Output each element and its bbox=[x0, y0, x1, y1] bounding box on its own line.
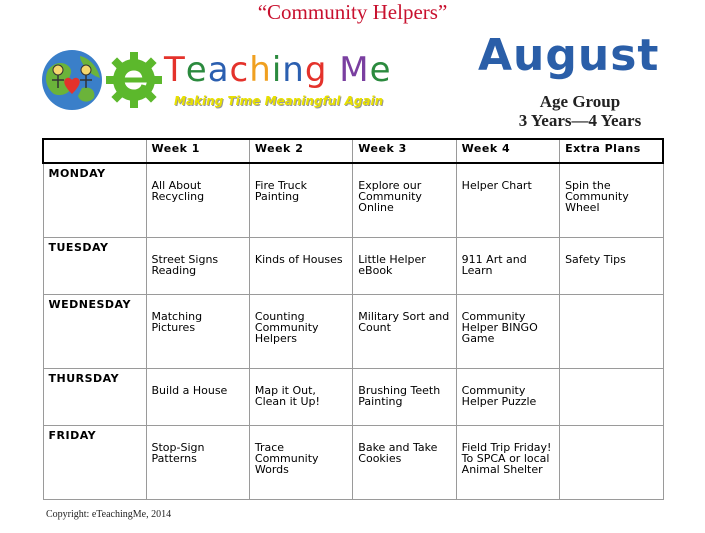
activity-cell: Bake and Take Cookies bbox=[353, 426, 456, 500]
activity-cell: Helper Chart bbox=[456, 163, 559, 237]
brand-letter: T bbox=[164, 50, 186, 90]
age-group-label: Age Group bbox=[539, 92, 621, 111]
header-cell-week-1: Week 1 bbox=[146, 139, 249, 163]
tagline: Making Time Meaningful Again bbox=[174, 94, 384, 108]
table-row bbox=[43, 163, 663, 237]
activity-cell: Matching Pictures bbox=[146, 295, 249, 369]
activity-cell: Brushing Teeth Painting bbox=[353, 368, 456, 425]
brand-letter: e bbox=[369, 50, 392, 90]
activity-cell: Map it Out, Clean it Up! bbox=[249, 368, 352, 425]
activity-cell: Spin the Community Wheel bbox=[560, 163, 663, 237]
header-cell-week-4: Week 4 bbox=[456, 139, 559, 163]
brand-letter bbox=[327, 50, 339, 90]
month-title: August bbox=[478, 30, 660, 81]
activity-cell: Kinds of Houses bbox=[249, 237, 352, 294]
theme-title: “Community Helpers” bbox=[257, 0, 448, 24]
brand-letter: g bbox=[304, 50, 328, 90]
age-group bbox=[470, 92, 690, 130]
activity-cell: Trace Community Words bbox=[249, 426, 352, 500]
day-label: THURSDAY bbox=[43, 368, 146, 425]
globe-kids-icon bbox=[40, 48, 104, 112]
activity-cell: Counting Community Helpers bbox=[249, 295, 352, 369]
header-cell-week-2: Week 2 bbox=[249, 139, 352, 163]
activity-cell: Field Trip Friday! To SPCA or local Animal Shelter bbox=[456, 426, 559, 500]
gear-e-icon bbox=[106, 52, 162, 108]
brand-letter: a bbox=[207, 50, 230, 90]
table-row bbox=[43, 295, 663, 369]
activity-cell: Little Helper eBook bbox=[353, 237, 456, 294]
activity-cell: Military Sort and Count bbox=[353, 295, 456, 369]
header-cell-extra-plans: Extra Plans bbox=[560, 139, 663, 163]
day-label: TUESDAY bbox=[43, 237, 146, 294]
day-label: FRIDAY bbox=[43, 426, 146, 500]
table-header-row bbox=[43, 139, 663, 163]
lesson-plan-table bbox=[42, 138, 664, 500]
activity-cell: Street Signs Reading bbox=[146, 237, 249, 294]
header-cell-corner bbox=[43, 139, 146, 163]
table-row bbox=[43, 368, 663, 425]
activity-cell: 911 Art and Learn bbox=[456, 237, 559, 294]
brand-name bbox=[164, 50, 392, 90]
brand-letter: h bbox=[249, 50, 272, 90]
activity-cell bbox=[560, 368, 663, 425]
age-group-range: 3 Years—4 Years bbox=[518, 111, 642, 130]
brand-letter: M bbox=[339, 50, 370, 90]
brand-letter: c bbox=[229, 50, 250, 90]
day-label: WEDNESDAY bbox=[43, 295, 146, 369]
activity-cell: Community Helper Puzzle bbox=[456, 368, 559, 425]
activity-cell: Community Helper BINGO Game bbox=[456, 295, 559, 369]
brand-letter: n bbox=[282, 50, 305, 90]
brand-letter: i bbox=[271, 50, 283, 90]
activity-cell: Explore our Community Online bbox=[353, 163, 456, 237]
brand-letter: e bbox=[185, 50, 208, 90]
day-label: MONDAY bbox=[43, 163, 146, 237]
activity-cell: All About Recycling bbox=[146, 163, 249, 237]
activity-cell bbox=[560, 426, 663, 500]
activity-cell: Build a House bbox=[146, 368, 249, 425]
activity-cell bbox=[560, 295, 663, 369]
activity-cell: Safety Tips bbox=[560, 237, 663, 294]
header-cell-week-3: Week 3 bbox=[353, 139, 456, 163]
copyright-notice: Copyright: eTeachingMe, 2014 bbox=[46, 509, 172, 520]
activity-cell: Fire Truck Painting bbox=[249, 163, 352, 237]
table-row bbox=[43, 426, 663, 500]
activity-cell: Stop-Sign Patterns bbox=[146, 426, 249, 500]
eteachingme-logo bbox=[40, 46, 400, 116]
table-row bbox=[43, 237, 663, 294]
